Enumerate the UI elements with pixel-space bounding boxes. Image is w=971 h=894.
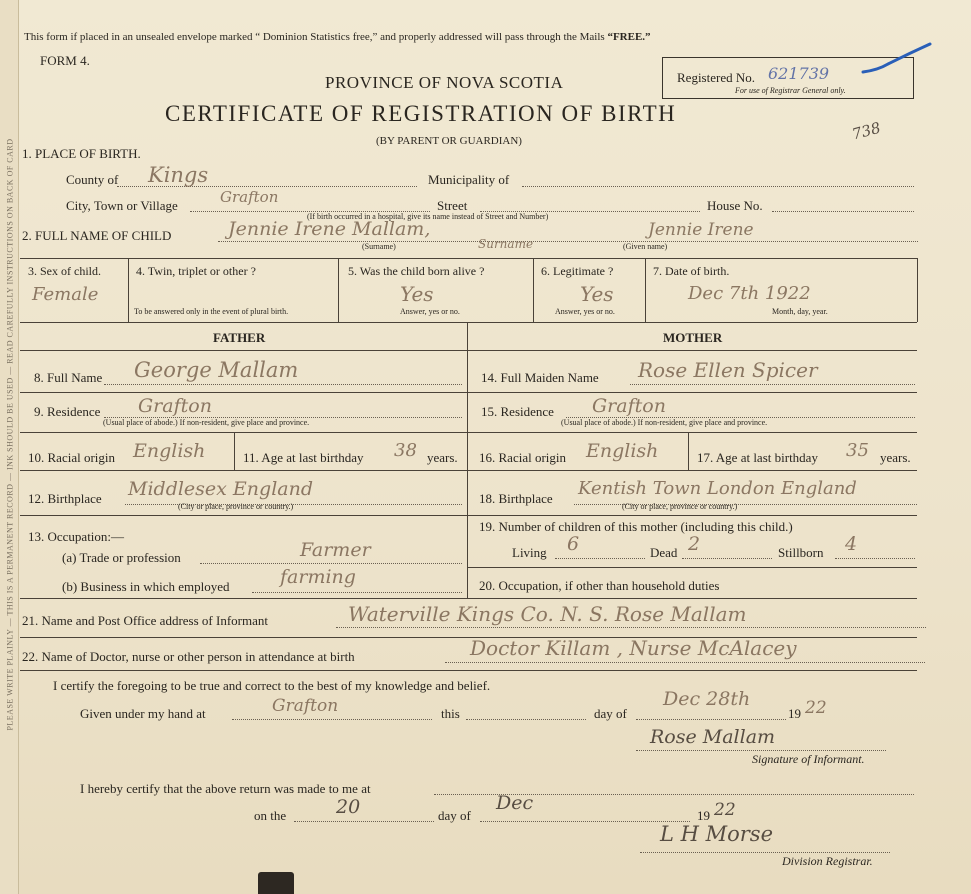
doctor-value: Doctor Killam , Nurse McAlacey — [470, 636, 797, 660]
day-of-label: day of — [594, 706, 627, 721]
mother-residence-label: 15. Residence — [481, 404, 554, 419]
father-age-label: 11. Age at last birthday — [243, 450, 364, 465]
mother-racial-value: English — [586, 440, 659, 462]
father-birthplace-value: Middlesex England — [128, 478, 313, 500]
trade-label: (a) Trade or profession — [62, 550, 181, 565]
surname-caption: (Surname) — [362, 242, 396, 251]
business-label: (b) Business in which employed — [62, 579, 230, 594]
registrar-text: I hereby certify that the above return was made to me at — [80, 781, 371, 796]
county-value: Kings — [148, 163, 209, 187]
street-label: Street — [437, 198, 468, 213]
given-date-value: Dec 28th — [663, 688, 751, 710]
certificate-subtitle: (BY PARENT OR GUARDIAN) — [376, 135, 522, 147]
registered-number: 621739 — [768, 64, 830, 83]
certify-text: I certify the foregoing to be true and correct to the best of my knowledge and belief. — [53, 678, 491, 693]
child-surname-note: Surname — [478, 237, 534, 251]
born-alive-note: Answer, yes or no. — [400, 307, 460, 316]
dead-value: 2 — [688, 533, 701, 555]
born-alive-value: Yes — [400, 282, 434, 306]
father-abode-note: (Usual place of abode.) If non-resident, give place and province. — [103, 418, 310, 427]
mother-name-label: 14. Full Maiden Name — [481, 370, 599, 385]
children-count-label: 19. Number of children of this mother (including this child.) — [479, 519, 793, 534]
registrar-year-value: 22 — [714, 800, 736, 820]
mailing-notice-free: “FREE.” — [607, 31, 651, 43]
informant-value: Waterville Kings Co. N. S. Rose Mallam — [348, 602, 747, 626]
registrar-day-of-label: day of — [438, 808, 471, 823]
city-value: Grafton — [220, 188, 279, 206]
registrar-caption: Division Registrar. — [782, 854, 873, 868]
certificate-title: CERTIFICATE OF REGISTRATION OF BIRTH — [165, 101, 677, 126]
trade-value: Farmer — [300, 539, 371, 561]
legitimate-label: 6. Legitimate ? — [541, 264, 614, 278]
mother-years-label: years. — [880, 450, 911, 465]
legitimate-value: Yes — [580, 282, 614, 306]
dead-label: Dead — [650, 545, 678, 560]
twin-label: 4. Twin, triplet or other ? — [136, 264, 256, 278]
side-text: PLEASE WRITE PLAINLY — THIS IS A PERMANENT RECORD — INK SHOULD BE USED — READ CAREFULLY INSTRUCTIONS ON BACK OF CARD — [5, 138, 15, 731]
born-alive-label: 5. Was the child born alive ? — [348, 264, 485, 278]
county-label: County of — [66, 172, 119, 187]
municipality-label: Municipality of — [428, 172, 510, 187]
sex-label: 3. Sex of child. — [28, 264, 101, 278]
legitimate-note: Answer, yes or no. — [555, 307, 615, 316]
father-years-label: years. — [427, 450, 458, 465]
living-value: 6 — [567, 533, 580, 555]
mailing-notice — [24, 31, 651, 43]
date-of-birth-value: Dec 7th 1922 — [688, 283, 811, 304]
corner-mark: 738 — [850, 118, 883, 144]
this-label: this — [441, 706, 460, 721]
city-label: City, Town or Village — [66, 198, 178, 213]
doctor-label: 22. Name of Doctor, nurse or other person in attendance at birth — [22, 649, 355, 664]
child-name-value: Jennie Irene Mallam, — [228, 218, 431, 240]
on-the-label: on the — [254, 808, 287, 823]
province-heading: PROVINCE OF NOVA SCOTIA — [325, 73, 564, 92]
father-age-value: 38 — [394, 440, 417, 461]
mother-heading: MOTHER — [663, 330, 723, 345]
registrar-day-value: 20 — [336, 796, 361, 818]
house-number-label: House No. — [707, 198, 763, 213]
mother-birthplace-note: (City or place, province or country.) — [622, 502, 738, 511]
mailing-notice-text: This form if placed in an unsealed envelope marked “ Dominion Statistics free,” and properly addressed will pass through the Mails — [24, 31, 605, 43]
business-value: farming — [280, 566, 356, 588]
living-label: Living — [512, 545, 547, 560]
mother-occupation-label: 20. Occupation, if other than household duties — [479, 578, 720, 593]
occupation-heading: 13. Occupation:— — [28, 529, 125, 544]
given-name-caption: (Given name) — [623, 242, 668, 251]
child-given-value: Jennie Irene — [648, 220, 754, 240]
hospital-note: (If birth occurred in a hospital, give its name instead of Street and Number) — [307, 212, 549, 221]
mother-birthplace-label: 18. Birthplace — [479, 491, 553, 506]
father-heading: FATHER — [213, 330, 266, 345]
date-of-birth-note: Month, day, year. — [772, 307, 828, 316]
mother-birthplace-value: Kentish Town London England — [578, 478, 857, 499]
binder-clip — [258, 872, 294, 894]
sex-value: Female — [32, 284, 99, 305]
given-year-value: 22 — [805, 698, 827, 718]
twin-note: To be answered only in the event of plural birth. — [134, 307, 289, 316]
registrar-year-prefix: 19 — [697, 808, 710, 823]
father-birthplace-label: 12. Birthplace — [28, 491, 102, 506]
mother-name-value: Rose Ellen Spicer — [638, 358, 818, 382]
registered-label: Registered No. — [677, 70, 755, 85]
stillborn-value: 4 — [845, 533, 858, 555]
father-name-label: 8. Full Name — [34, 370, 103, 385]
registrar-month-value: Dec — [496, 792, 534, 814]
given-under-label: Given under my hand at — [80, 706, 206, 721]
father-name-value: George Mallam — [134, 358, 299, 382]
registered-note: For use of Registrar General only. — [735, 86, 846, 95]
given-place-value: Grafton — [272, 696, 339, 716]
stillborn-label: Stillborn — [778, 545, 824, 560]
side-margin — [0, 0, 19, 894]
mother-age-label: 17. Age at last birthday — [697, 450, 818, 465]
informant-label: 21. Name and Post Office address of Informant — [22, 613, 268, 628]
informant-signature-caption: Signature of Informant. — [752, 752, 865, 766]
informant-signature: Rose Mallam — [650, 726, 776, 748]
father-residence-label: 9. Residence — [34, 404, 101, 419]
father-birthplace-note: (City or place, province or country.) — [178, 502, 294, 511]
father-racial-label: 10. Racial origin — [28, 450, 116, 465]
date-of-birth-label: 7. Date of birth. — [653, 264, 730, 278]
father-residence-value: Grafton — [138, 395, 212, 417]
mother-residence-value: Grafton — [592, 395, 666, 417]
given-year-prefix: 19 — [788, 706, 801, 721]
blue-check-mark — [858, 40, 938, 80]
place-of-birth-heading: 1. PLACE OF BIRTH. — [22, 146, 141, 161]
mother-abode-note: (Usual place of abode.) If non-resident, give place and province. — [561, 418, 768, 427]
child-name-label: 2. FULL NAME OF CHILD — [22, 228, 172, 243]
mother-racial-label: 16. Racial origin — [479, 450, 567, 465]
form-number: FORM 4. — [40, 53, 90, 68]
father-racial-value: English — [133, 440, 206, 462]
registrar-signature: L H Morse — [660, 822, 773, 846]
mother-age-value: 35 — [846, 440, 869, 461]
